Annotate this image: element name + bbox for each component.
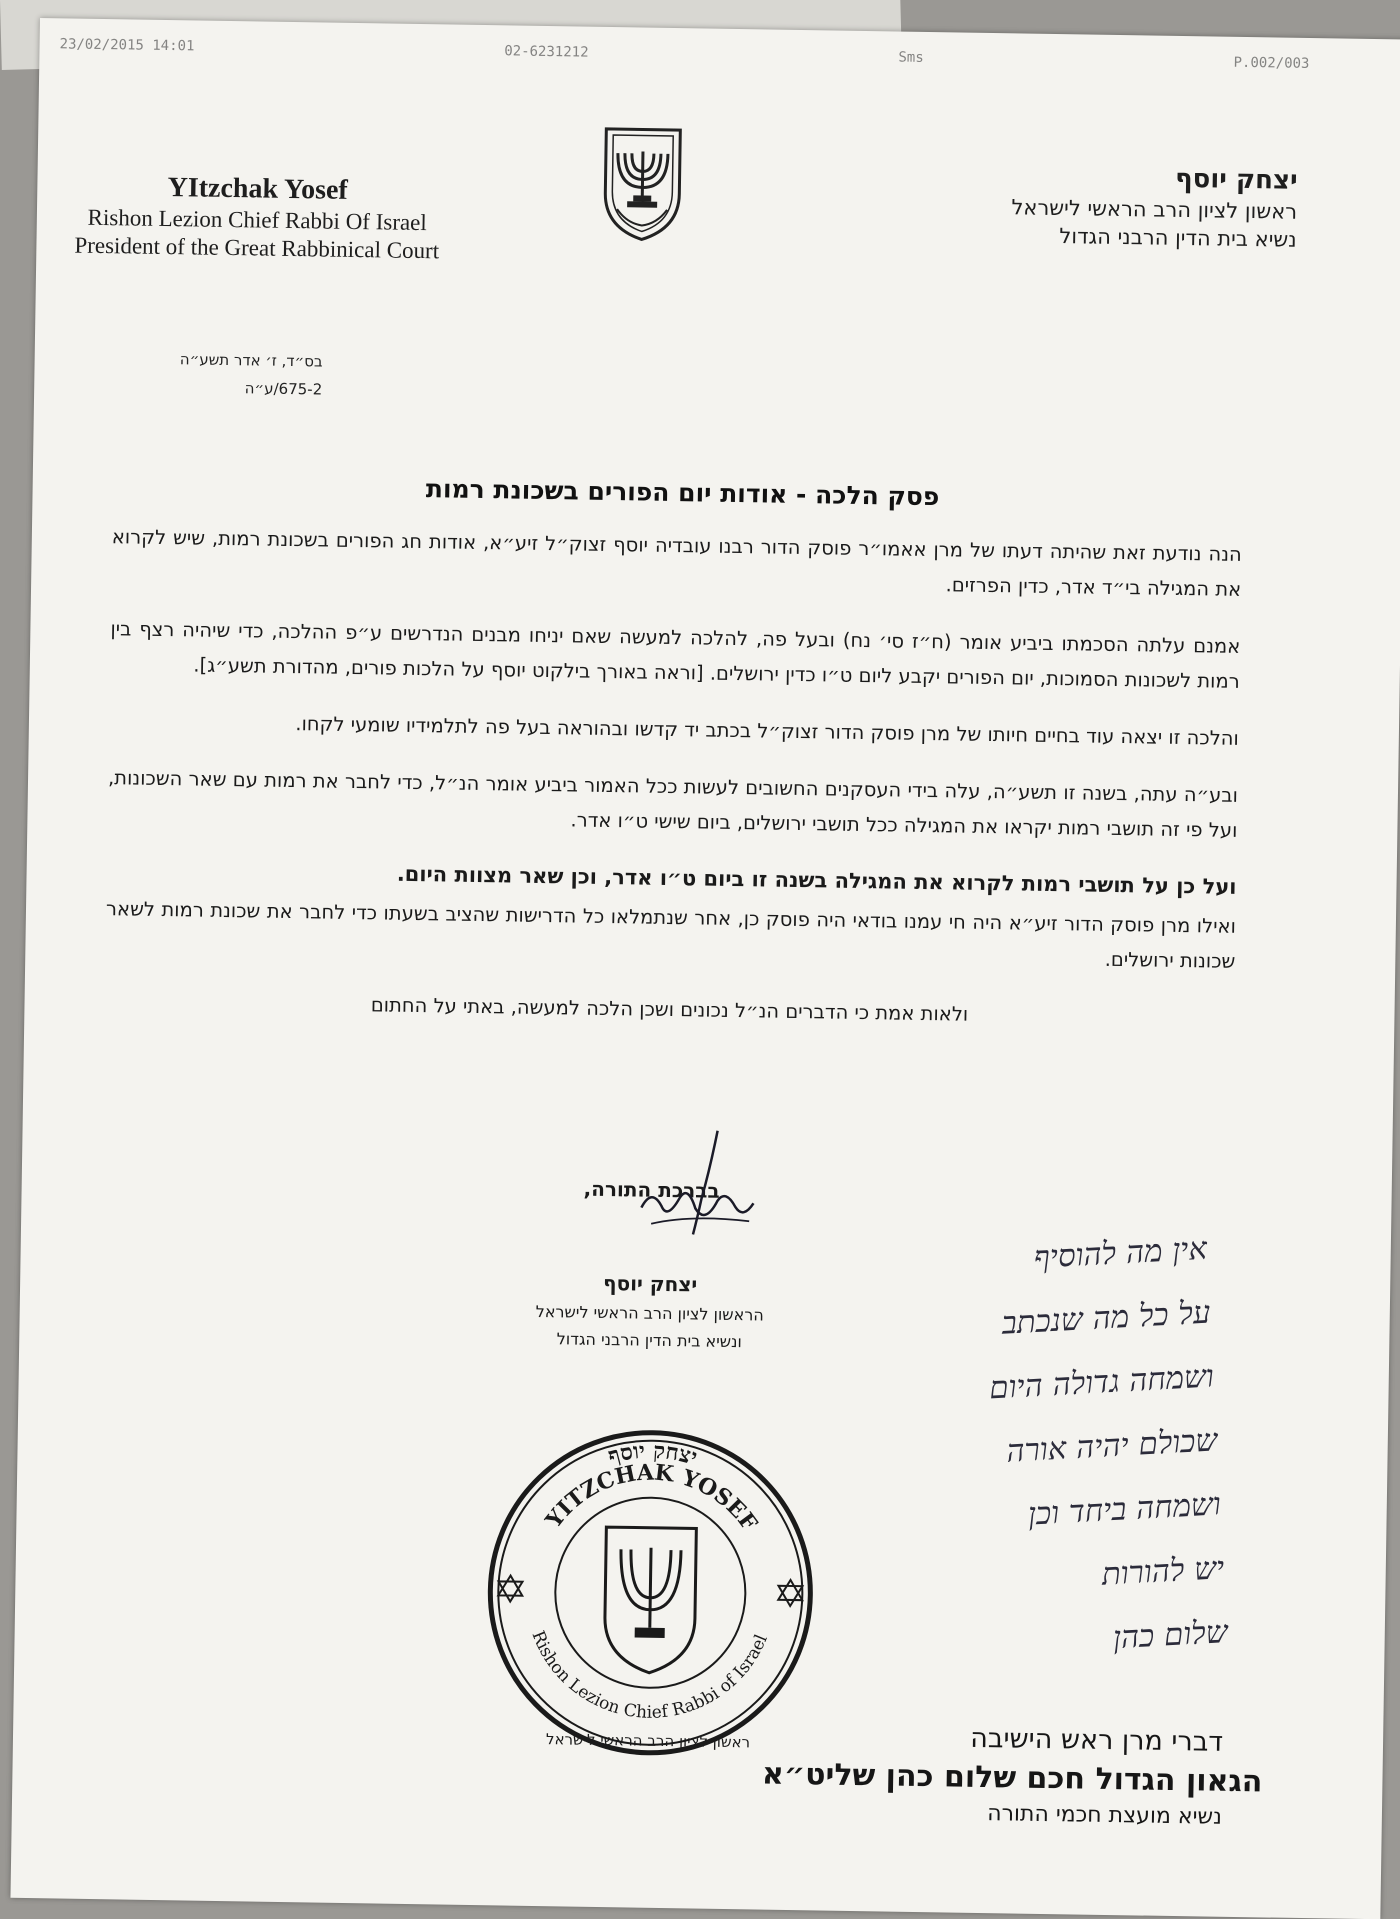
document-body [104, 519, 1242, 1058]
handwritten-line: שלום כהן [1112, 1614, 1229, 1657]
english-letterhead [74, 171, 440, 265]
seal-hebrew-bottom: ראשון לציון הרב הראשי לישראל [545, 1730, 751, 1752]
handwritten-signature [621, 1127, 773, 1239]
signature-greeting: בברכת התורה, [583, 1176, 720, 1203]
menorah-emblem-icon [597, 123, 689, 244]
svg-text:Rishon Lezion Chief Rabbi of I [526, 1628, 772, 1725]
seal-english-bottom: Rishon Lezion Chief Rabbi of Israel [527, 1628, 772, 1723]
handwritten-line: יש להורות [1100, 1550, 1226, 1593]
handwritten-line: ושמחה גדולה היום [988, 1358, 1215, 1407]
date-reference-block [122, 349, 323, 408]
footer-line: נשיא מועצת חכמי התורה [986, 1801, 1223, 1830]
body-paragraph: הנה נודעת זאת שהיתה דעתו של מרן אאמו״ר פוסק הדור רבנו עובדיה יוסף זצוק״ל זיע״א, אודות חג הפורים בשכונת רמות, שיש לקרוא את המגילה בי״ד אדר, כדין הפרזים. [111, 525, 1242, 601]
signatory-title: הראשון לציון הרב הראשי לישראל [535, 1301, 764, 1325]
hebrew-letterhead [1011, 161, 1298, 251]
document-title: פסק הלכה - אודות יום הפורים בשכונת רמות [425, 474, 940, 512]
letter-reference: 675-2/ע״ה [244, 379, 323, 399]
fax-header [59, 36, 1309, 72]
seal-hebrew-top: יצחק יוסף [605, 1437, 701, 1471]
fax-header-item: P.002/003 [1233, 54, 1310, 72]
official-seal-stamp [483, 1425, 818, 1760]
seal-english-top: YITZCHAK YOSEF [540, 1459, 763, 1536]
body-paragraph: ובע״ה עתה, בשנה זו תשע״ה, עלה בידי העסקנים החשובים לעשות ככל האמור ביביע אומר הנ״ל, כדי לחבר את רמות עם שאר השכונות, ועל פי זה תושבי רמות יקראו את המגילה ככל תושבי ירושלים, ביום שישי ט״ו אדר. [107, 766, 1239, 842]
handwritten-line: ושמחה ביחד וכן [1027, 1486, 1222, 1533]
body-paragraph: ואילו מרן פוסק הדור זיע״א היה חי עמנו בודאי היה פוסק כן, אחר שנתמלאו כל הדרישות שהציב בשעתו כדי לחבר את שכונת רמות לשאר שכונות ירושלים. [105, 897, 1237, 973]
body-paragraph: אמנם עלתה הסכמתו ביביע אומר (ח״ז סי׳ נח) ובעל פה, להלכה למעשה שאם יניחו מבנים הנדרשים ע״פ ההלכה, כדי שיהיה רצף בין רמות לשכונות הסמוכות, יום הפורים יקבע ליום ט״ו כדין ירושלים. [וראה באורך בילקוט יוסף על הלכות פורים, מהדורת תשע״ג]. [110, 617, 1241, 693]
letterhead-english-title: President of the Great Rabbinical Court [74, 232, 440, 264]
handwritten-line: על כל מה שנכתב [1000, 1294, 1212, 1342]
closing-line: ולאות אמת כי הדברים הנ״ל נכונים ושכן הלכה למעשה, באתי על החתום [370, 993, 969, 1026]
document-page [10, 18, 1400, 1919]
signatory-title: ונשיא בית הדין הרבני הגדול [556, 1329, 743, 1352]
letterhead-english-title: Rishon Lezion Chief Rabbi Of Israel [87, 204, 427, 236]
footer-attribution [652, 1718, 1264, 1831]
letterhead-hebrew-name: יצחק יוסף [1174, 163, 1298, 196]
letterhead-hebrew-title: ראשון לציון הרב הראשי לישראל [1011, 195, 1298, 224]
handwritten-line: שכולם יהיה אורה [1005, 1422, 1219, 1470]
letterhead-english-name: YItzchak Yosef [167, 172, 349, 206]
fax-header-item: 23/02/2015 14:01 [59, 36, 195, 55]
seal-menorah-icon [604, 1527, 696, 1673]
handwritten-note [766, 1217, 1230, 1688]
letterhead-hebrew-title: נשיא בית הדין הרבני הגדול [1059, 224, 1297, 252]
footer-line: דברי מרן ראש הישיבה [970, 1722, 1224, 1758]
footer-name: הגאון הגדול חכם שלום כהן שליט״א [761, 1756, 1263, 1800]
signatory-name: יצחק יוסף [602, 1271, 698, 1297]
fax-header-item: 02-6231212 [504, 43, 589, 61]
body-paragraph: והלכה זו יצאה עוד בחיים חיותו של מרן פוסק הדור זצוק״ל בכתב יד קדשו ובהוראה בעל פה לתלמידיו שומעי לקחו. [295, 712, 1240, 750]
handwritten-line: אין מה להוסיף [1032, 1230, 1208, 1276]
fax-header-item: Sms [898, 49, 924, 66]
ruling-paragraph: ועל כן על תושבי רמות לקרוא את המגילה בשנה זו ביום ט״ו אדר, וכן שאר מצוות היום. [396, 861, 1237, 899]
letter-date: בס״ד, ז׳ אדר תשע״ה [179, 350, 323, 371]
